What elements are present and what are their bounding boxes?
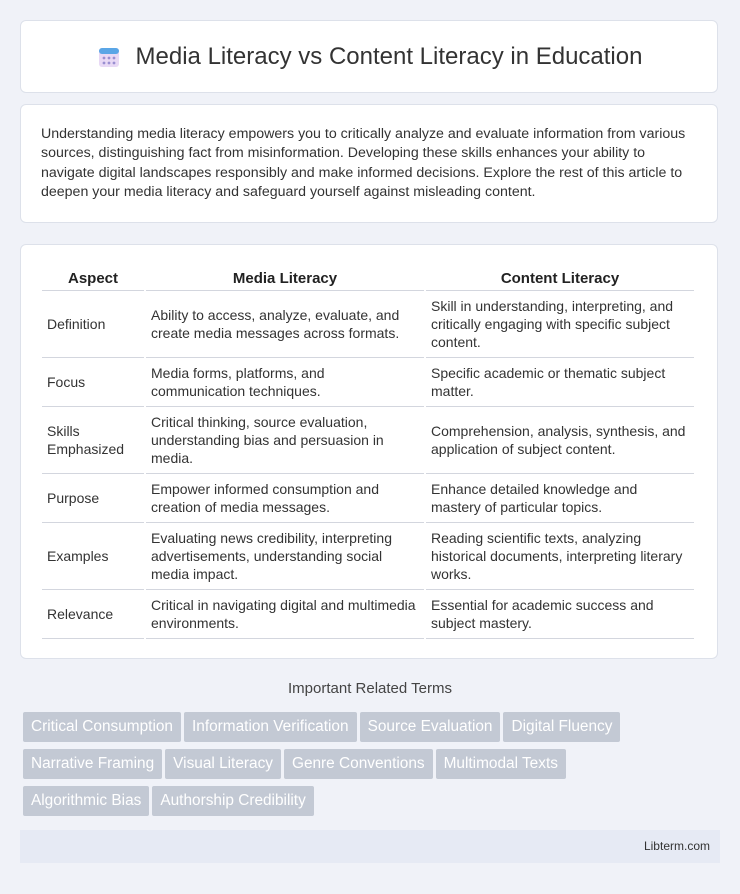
term-tag[interactable]: Digital Fluency — [503, 712, 620, 742]
calendar-grid-icon — [96, 44, 122, 70]
cell-aspect: Focus — [42, 358, 144, 407]
term-tag[interactable]: Information Verification — [184, 712, 357, 742]
header-content-literacy: Content Literacy — [426, 265, 694, 291]
cell-content: Reading scientific texts, analyzing historical documents, interpreting literary works. — [426, 523, 694, 590]
table-row — [42, 474, 694, 523]
intro-text: Understanding media literacy empowers you to critically analyze and evaluate information from various sources, distinguishing fact from misinformation. Developing these skills enhances your ability to navigate digital landscapes responsibly and make informed decisions. Explore the rest of this article to deepen your media literacy and safeguard yourself against misleading content. — [41, 126, 686, 201]
table-row — [42, 590, 694, 639]
cell-content: Specific academic or thematic subject matter. — [426, 358, 694, 407]
header-card — [20, 20, 718, 93]
term-tag[interactable]: Narrative Framing — [23, 749, 162, 779]
term-tag[interactable]: Algorithmic Bias — [23, 786, 149, 816]
table-row — [42, 358, 694, 407]
cell-media: Critical in navigating digital and multimedia environments. — [146, 590, 424, 639]
header-aspect: Aspect — [42, 265, 144, 291]
cell-media: Evaluating news credibility, interpreting advertisements, understanding social media impact. — [146, 523, 424, 590]
cell-media: Media forms, platforms, and communication techniques. — [146, 358, 424, 407]
page-title: Media Literacy vs Content Literacy in Education — [135, 42, 643, 70]
table-row — [42, 523, 694, 590]
comparison-table — [40, 265, 696, 639]
footer-site-link[interactable]: Libterm.com — [643, 839, 710, 853]
cell-aspect: Definition — [42, 291, 144, 358]
cell-aspect: Examples — [42, 523, 144, 590]
intro-card — [20, 104, 718, 223]
cell-content: Comprehension, analysis, synthesis, and application of subject content. — [426, 407, 694, 474]
cell-aspect: Relevance — [42, 590, 144, 639]
cell-content: Essential for academic success and subject mastery. — [426, 590, 694, 639]
related-terms-title: Important Related Terms — [288, 680, 452, 697]
table-header-row — [42, 265, 694, 291]
cell-content: Skill in understanding, interpreting, and critically engaging with specific subject content. — [426, 291, 694, 358]
term-tag[interactable]: Critical Consumption — [23, 712, 181, 742]
cell-media: Empower informed consumption and creation of media messages. — [146, 474, 424, 523]
cell-aspect: Purpose — [42, 474, 144, 523]
cell-media: Critical thinking, source evaluation, understanding bias and persuasion in media. — [146, 407, 424, 474]
term-tag[interactable]: Authorship Credibility — [152, 786, 313, 816]
footer — [20, 830, 720, 863]
cell-media: Ability to access, analyze, evaluate, and create media messages across formats. — [146, 291, 424, 358]
term-tag[interactable]: Genre Conventions — [284, 749, 433, 779]
cell-aspect: Skills Emphasized — [42, 407, 144, 474]
cell-content: Enhance detailed knowledge and mastery of particular topics. — [426, 474, 694, 523]
header-media-literacy: Media Literacy — [146, 265, 424, 291]
table-row — [42, 407, 694, 474]
comparison-card — [20, 244, 718, 659]
table-row — [42, 291, 694, 358]
term-tag[interactable]: Visual Literacy — [165, 749, 281, 779]
related-terms-list — [23, 712, 723, 823]
term-tag[interactable]: Multimodal Texts — [436, 749, 566, 779]
term-tag[interactable]: Source Evaluation — [360, 712, 501, 742]
